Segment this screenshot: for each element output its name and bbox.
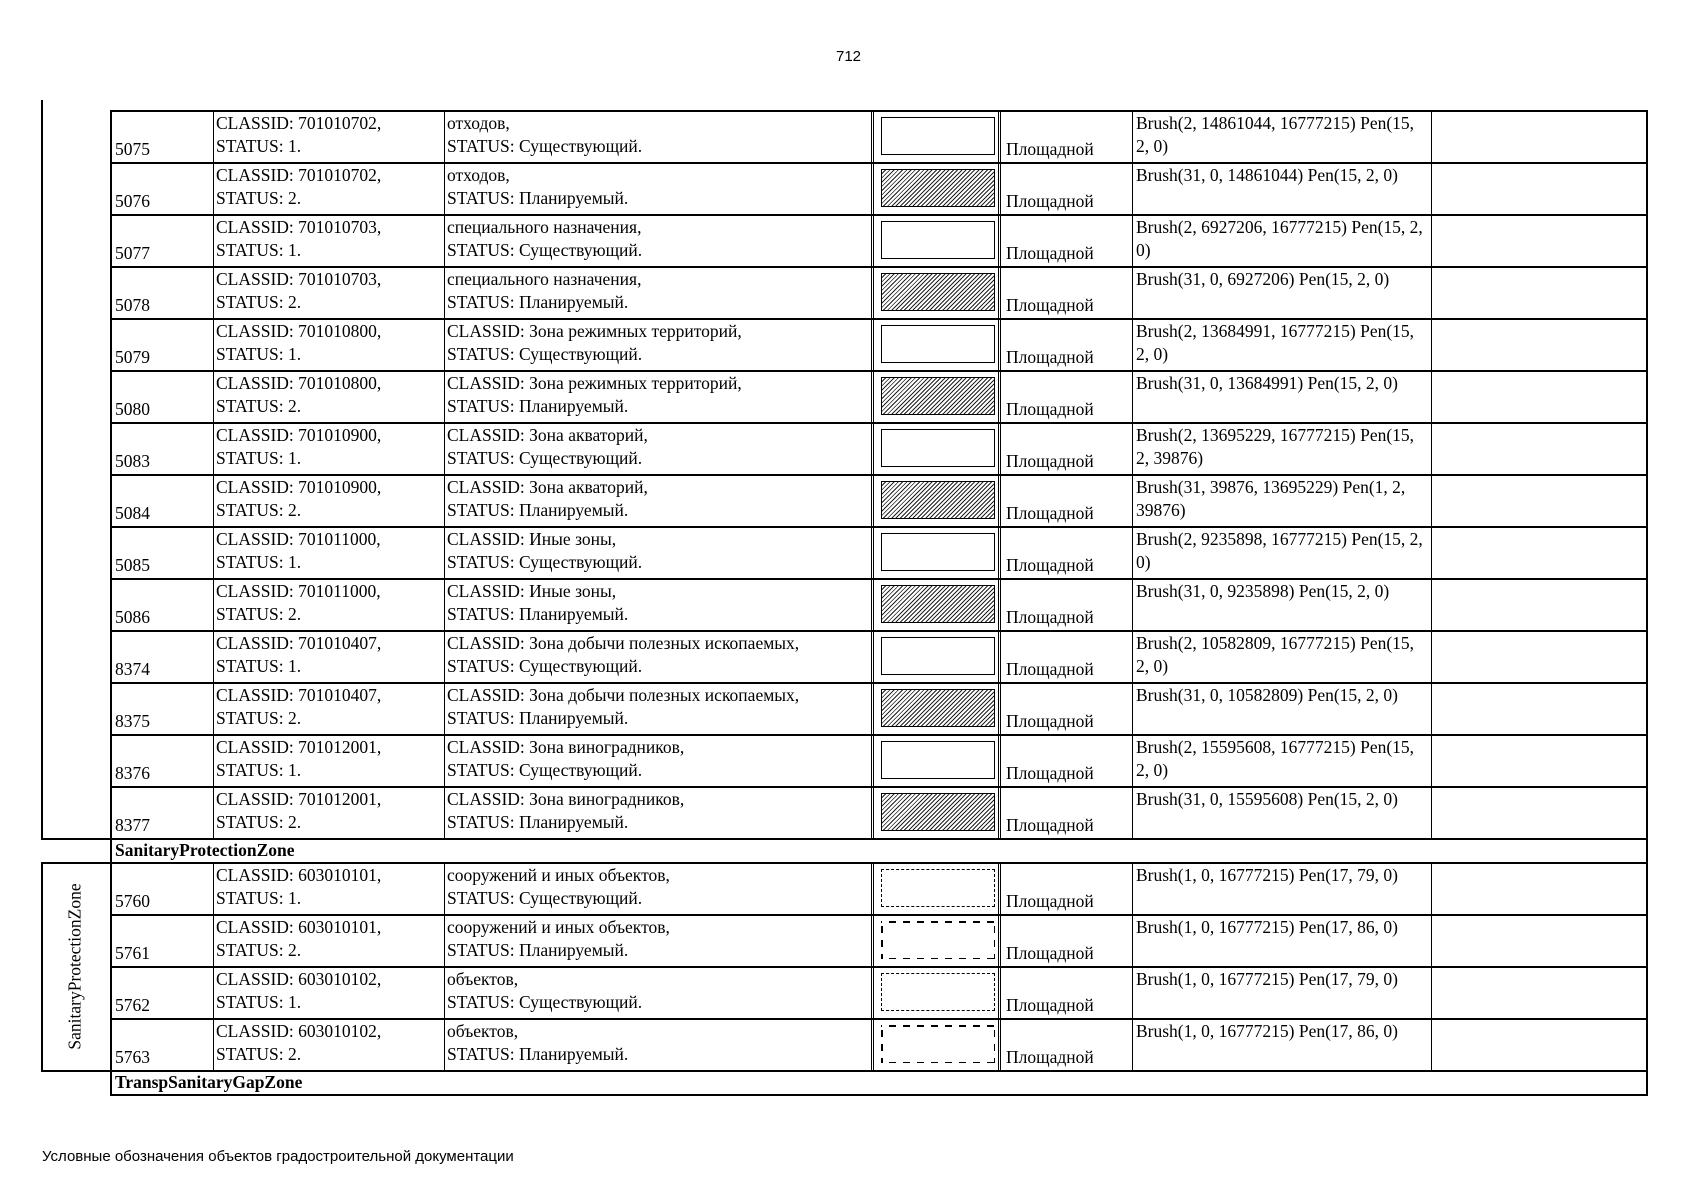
style-definition: Brush(1, 0, 16777215) Pen(17, 86, 0) bbox=[1132, 1018, 1431, 1070]
legend-symbol bbox=[881, 585, 995, 623]
style-definition: Brush(2, 13684991, 16777215) Pen(15, 2, 0) bbox=[1132, 318, 1431, 370]
empty-cell bbox=[1431, 214, 1648, 266]
description: объектов, STATUS: Существующий. bbox=[444, 966, 871, 1018]
symbol-cell bbox=[871, 266, 1001, 318]
legend-symbol bbox=[881, 117, 995, 155]
style-definition: Brush(31, 0, 9235898) Pen(15, 2, 0) bbox=[1132, 578, 1431, 630]
style-definition: Brush(31, 0, 15595608) Pen(15, 2, 0) bbox=[1132, 786, 1431, 838]
table-row bbox=[41, 474, 1648, 526]
classid-status: CLASSID: 603010101, STATUS: 2. bbox=[213, 914, 444, 966]
symbol-cell bbox=[871, 214, 1001, 266]
object-id: 5763 bbox=[110, 1018, 213, 1070]
classid-status: CLASSID: 603010102, STATUS: 2. bbox=[213, 1018, 444, 1070]
table-row bbox=[41, 862, 1648, 914]
object-id: 8377 bbox=[110, 786, 213, 838]
legend-symbol bbox=[881, 869, 995, 907]
table-row bbox=[41, 422, 1648, 474]
object-id: 5762 bbox=[110, 966, 213, 1018]
empty-cell bbox=[1431, 474, 1648, 526]
table-row bbox=[41, 966, 1648, 1018]
classid-status: CLASSID: 701011000, STATUS: 2. bbox=[213, 578, 444, 630]
description: CLASSID: Иные зоны, STATUS: Планируемый. bbox=[444, 578, 871, 630]
legend-symbol bbox=[881, 533, 995, 571]
legend-symbol bbox=[881, 793, 995, 831]
group-label bbox=[41, 862, 110, 1070]
legend-symbol bbox=[881, 1025, 995, 1063]
table-row bbox=[41, 734, 1648, 786]
symbol-cell bbox=[871, 630, 1001, 682]
table-row bbox=[41, 214, 1648, 266]
object-id: 5084 bbox=[110, 474, 213, 526]
symbol-cell bbox=[871, 682, 1001, 734]
style-definition: Brush(1, 0, 16777215) Pen(17, 79, 0) bbox=[1132, 966, 1431, 1018]
empty-cell bbox=[1431, 578, 1648, 630]
symbol-cell bbox=[871, 526, 1001, 578]
classid-status: CLASSID: 701012001, STATUS: 1. bbox=[213, 734, 444, 786]
legend-symbol bbox=[881, 325, 995, 363]
empty-cell bbox=[1431, 526, 1648, 578]
empty-cell bbox=[1431, 318, 1648, 370]
empty-cell bbox=[1431, 734, 1648, 786]
symbol-cell bbox=[871, 162, 1001, 214]
empty-cell bbox=[1431, 914, 1648, 966]
classid-status: CLASSID: 701010702, STATUS: 1. bbox=[213, 110, 444, 162]
geometry-type: Площадной bbox=[1006, 451, 1094, 471]
symbol-cell bbox=[871, 370, 1001, 422]
geometry-type: Площадной bbox=[1006, 295, 1094, 315]
symbol-cell bbox=[871, 110, 1001, 162]
table-row bbox=[41, 630, 1648, 682]
classid-status: CLASSID: 701010800, STATUS: 2. bbox=[213, 370, 444, 422]
symbol-cell bbox=[871, 786, 1001, 838]
description: CLASSID: Зона добычи полезных ископаемых, STATUS: Планируемый. bbox=[444, 682, 871, 734]
table-row bbox=[41, 786, 1648, 838]
classid-status: CLASSID: 701010407, STATUS: 2. bbox=[213, 682, 444, 734]
object-id: 8374 bbox=[110, 630, 213, 682]
empty-cell bbox=[1431, 682, 1648, 734]
geometry-type: Площадной bbox=[1006, 347, 1094, 367]
style-definition: Brush(31, 0, 10582809) Pen(15, 2, 0) bbox=[1132, 682, 1431, 734]
geometry-type: Площадной bbox=[1006, 555, 1094, 575]
classid-status: CLASSID: 701011000, STATUS: 1. bbox=[213, 526, 444, 578]
description: CLASSID: Зона акваторий, STATUS: Планируемый. bbox=[444, 474, 871, 526]
symbol-cell bbox=[871, 474, 1001, 526]
geometry-type: Площадной bbox=[1006, 659, 1094, 679]
object-id: 5086 bbox=[110, 578, 213, 630]
symbol-cell bbox=[871, 862, 1001, 914]
object-id: 5079 bbox=[110, 318, 213, 370]
empty-cell bbox=[1431, 1018, 1648, 1070]
page-number: 712 bbox=[835, 48, 862, 65]
legend-symbol bbox=[881, 273, 995, 311]
classid-status: CLASSID: 701010703, STATUS: 2. bbox=[213, 266, 444, 318]
style-definition: Brush(2, 15595608, 16777215) Pen(15, 2, 0) bbox=[1132, 734, 1431, 786]
section-title-transp: TranspSanitaryGapZone bbox=[110, 1070, 1648, 1094]
symbol-cell bbox=[871, 422, 1001, 474]
legend-symbol bbox=[881, 921, 995, 959]
symbol-cell bbox=[871, 966, 1001, 1018]
geometry-type: Площадной bbox=[1006, 711, 1094, 731]
classid-status: CLASSID: 701010703, STATUS: 1. bbox=[213, 214, 444, 266]
legend-symbol bbox=[881, 377, 995, 415]
table-row bbox=[41, 914, 1648, 966]
table-row bbox=[41, 578, 1648, 630]
geometry-type: Площадной bbox=[1006, 995, 1094, 1015]
table-row bbox=[41, 110, 1648, 162]
section-header bbox=[41, 838, 1648, 862]
description: объектов, STATUS: Планируемый. bbox=[444, 1018, 871, 1070]
description: CLASSID: Иные зоны, STATUS: Существующий. bbox=[444, 526, 871, 578]
section-title-sanitary: SanitaryProtectionZone bbox=[110, 838, 1648, 862]
description: отходов, STATUS: Существующий. bbox=[444, 110, 871, 162]
empty-cell bbox=[1431, 370, 1648, 422]
symbol-cell bbox=[871, 734, 1001, 786]
empty-cell bbox=[1431, 786, 1648, 838]
legend-symbol bbox=[881, 481, 995, 519]
object-id: 5080 bbox=[110, 370, 213, 422]
description: CLASSID: Зона режимных территорий, STATUS: Существующий. bbox=[444, 318, 871, 370]
classid-status: CLASSID: 701010800, STATUS: 1. bbox=[213, 318, 444, 370]
classid-status: CLASSID: 701010407, STATUS: 1. bbox=[213, 630, 444, 682]
table-bottom-border bbox=[110, 1094, 1648, 1096]
empty-cell bbox=[1431, 110, 1648, 162]
classid-status: CLASSID: 701010900, STATUS: 2. bbox=[213, 474, 444, 526]
description: CLASSID: Зона добычи полезных ископаемых, STATUS: Существующий. bbox=[444, 630, 871, 682]
object-id: 5083 bbox=[110, 422, 213, 474]
classid-status: CLASSID: 701012001, STATUS: 2. bbox=[213, 786, 444, 838]
object-id: 5077 bbox=[110, 214, 213, 266]
legend-symbol bbox=[881, 169, 995, 207]
classid-status: CLASSID: 701010900, STATUS: 1. bbox=[213, 422, 444, 474]
geometry-type: Площадной bbox=[1006, 607, 1094, 627]
symbol-cell bbox=[871, 914, 1001, 966]
table-row bbox=[41, 266, 1648, 318]
object-id: 5085 bbox=[110, 526, 213, 578]
empty-cell bbox=[1431, 162, 1648, 214]
table-row bbox=[41, 682, 1648, 734]
style-definition: Brush(31, 39876, 13695229) Pen(1, 2, 39876) bbox=[1132, 474, 1431, 526]
symbol-cell bbox=[871, 1018, 1001, 1070]
object-id: 5076 bbox=[110, 162, 213, 214]
description: специального назначения, STATUS: Планируемый. bbox=[444, 266, 871, 318]
geometry-type: Площадной bbox=[1006, 815, 1094, 835]
object-id: 8376 bbox=[110, 734, 213, 786]
object-id: 5078 bbox=[110, 266, 213, 318]
empty-cell bbox=[1431, 422, 1648, 474]
group-label-text: SanitaryProtectionZone bbox=[65, 882, 85, 1050]
style-definition: Brush(31, 0, 6927206) Pen(15, 2, 0) bbox=[1132, 266, 1431, 318]
style-definition: Brush(2, 6927206, 16777215) Pen(15, 2, 0) bbox=[1132, 214, 1431, 266]
empty-cell bbox=[1431, 966, 1648, 1018]
geometry-type: Площадной bbox=[1006, 399, 1094, 419]
empty-cell bbox=[1431, 862, 1648, 914]
legend-symbol bbox=[881, 689, 995, 727]
classid-status: CLASSID: 603010101, STATUS: 1. bbox=[213, 862, 444, 914]
style-definition: Brush(2, 10582809, 16777215) Pen(15, 2, 0) bbox=[1132, 630, 1431, 682]
empty-cell bbox=[1431, 266, 1648, 318]
legend-symbol bbox=[881, 429, 995, 467]
description: CLASSID: Зона акваторий, STATUS: Существующий. bbox=[444, 422, 871, 474]
geometry-type: Площадной bbox=[1006, 891, 1094, 911]
geometry-type: Площадной bbox=[1006, 943, 1094, 963]
object-id: 8375 bbox=[110, 682, 213, 734]
description: сооружений и иных объектов, STATUS: Существующий. bbox=[444, 862, 871, 914]
table-row bbox=[41, 370, 1648, 422]
classid-status: CLASSID: 603010102, STATUS: 1. bbox=[213, 966, 444, 1018]
table-row bbox=[41, 526, 1648, 578]
legend-symbol bbox=[881, 637, 995, 675]
description: сооружений и иных объектов, STATUS: Планируемый. bbox=[444, 914, 871, 966]
geometry-type: Площадной bbox=[1006, 243, 1094, 263]
object-id: 5761 bbox=[110, 914, 213, 966]
document-footer: Условные обозначения объектов градостроительной документации bbox=[42, 1148, 514, 1165]
table-row bbox=[41, 162, 1648, 214]
style-definition: Brush(1, 0, 16777215) Pen(17, 86, 0) bbox=[1132, 914, 1431, 966]
style-definition: Brush(31, 0, 13684991) Pen(15, 2, 0) bbox=[1132, 370, 1431, 422]
table-row bbox=[41, 1018, 1648, 1070]
geometry-type: Площадной bbox=[1006, 191, 1094, 211]
classid-status: CLASSID: 701010702, STATUS: 2. bbox=[213, 162, 444, 214]
symbol-cell bbox=[871, 318, 1001, 370]
style-definition: Brush(1, 0, 16777215) Pen(17, 79, 0) bbox=[1132, 862, 1431, 914]
table-row bbox=[41, 318, 1648, 370]
object-id: 5075 bbox=[110, 110, 213, 162]
empty-cell bbox=[1431, 630, 1648, 682]
geometry-type: Площадной bbox=[1006, 1047, 1094, 1067]
description: CLASSID: Зона виноградников, STATUS: Планируемый. bbox=[444, 786, 871, 838]
geometry-type: Площадной bbox=[1006, 503, 1094, 523]
style-definition: Brush(31, 0, 14861044) Pen(15, 2, 0) bbox=[1132, 162, 1431, 214]
description: CLASSID: Зона виноградников, STATUS: Существующий. bbox=[444, 734, 871, 786]
description: отходов, STATUS: Планируемый. bbox=[444, 162, 871, 214]
section-header bbox=[41, 1070, 1648, 1094]
legend-symbol bbox=[881, 221, 995, 259]
geometry-type: Площадной bbox=[1006, 139, 1094, 159]
style-definition: Brush(2, 9235898, 16777215) Pen(15, 2, 0) bbox=[1132, 526, 1431, 578]
object-id: 5760 bbox=[110, 862, 213, 914]
description: CLASSID: Зона режимных территорий, STATUS: Планируемый. bbox=[444, 370, 871, 422]
legend-symbol bbox=[881, 741, 995, 779]
description: специального назначения, STATUS: Существующий. bbox=[444, 214, 871, 266]
style-definition: Brush(2, 13695229, 16777215) Pen(15, 2, 39876) bbox=[1132, 422, 1431, 474]
symbol-cell bbox=[871, 578, 1001, 630]
legend-symbol bbox=[881, 973, 995, 1011]
style-definition: Brush(2, 14861044, 16777215) Pen(15, 2, 0) bbox=[1132, 110, 1431, 162]
group-column bbox=[41, 100, 110, 838]
geometry-type: Площадной bbox=[1006, 763, 1094, 783]
